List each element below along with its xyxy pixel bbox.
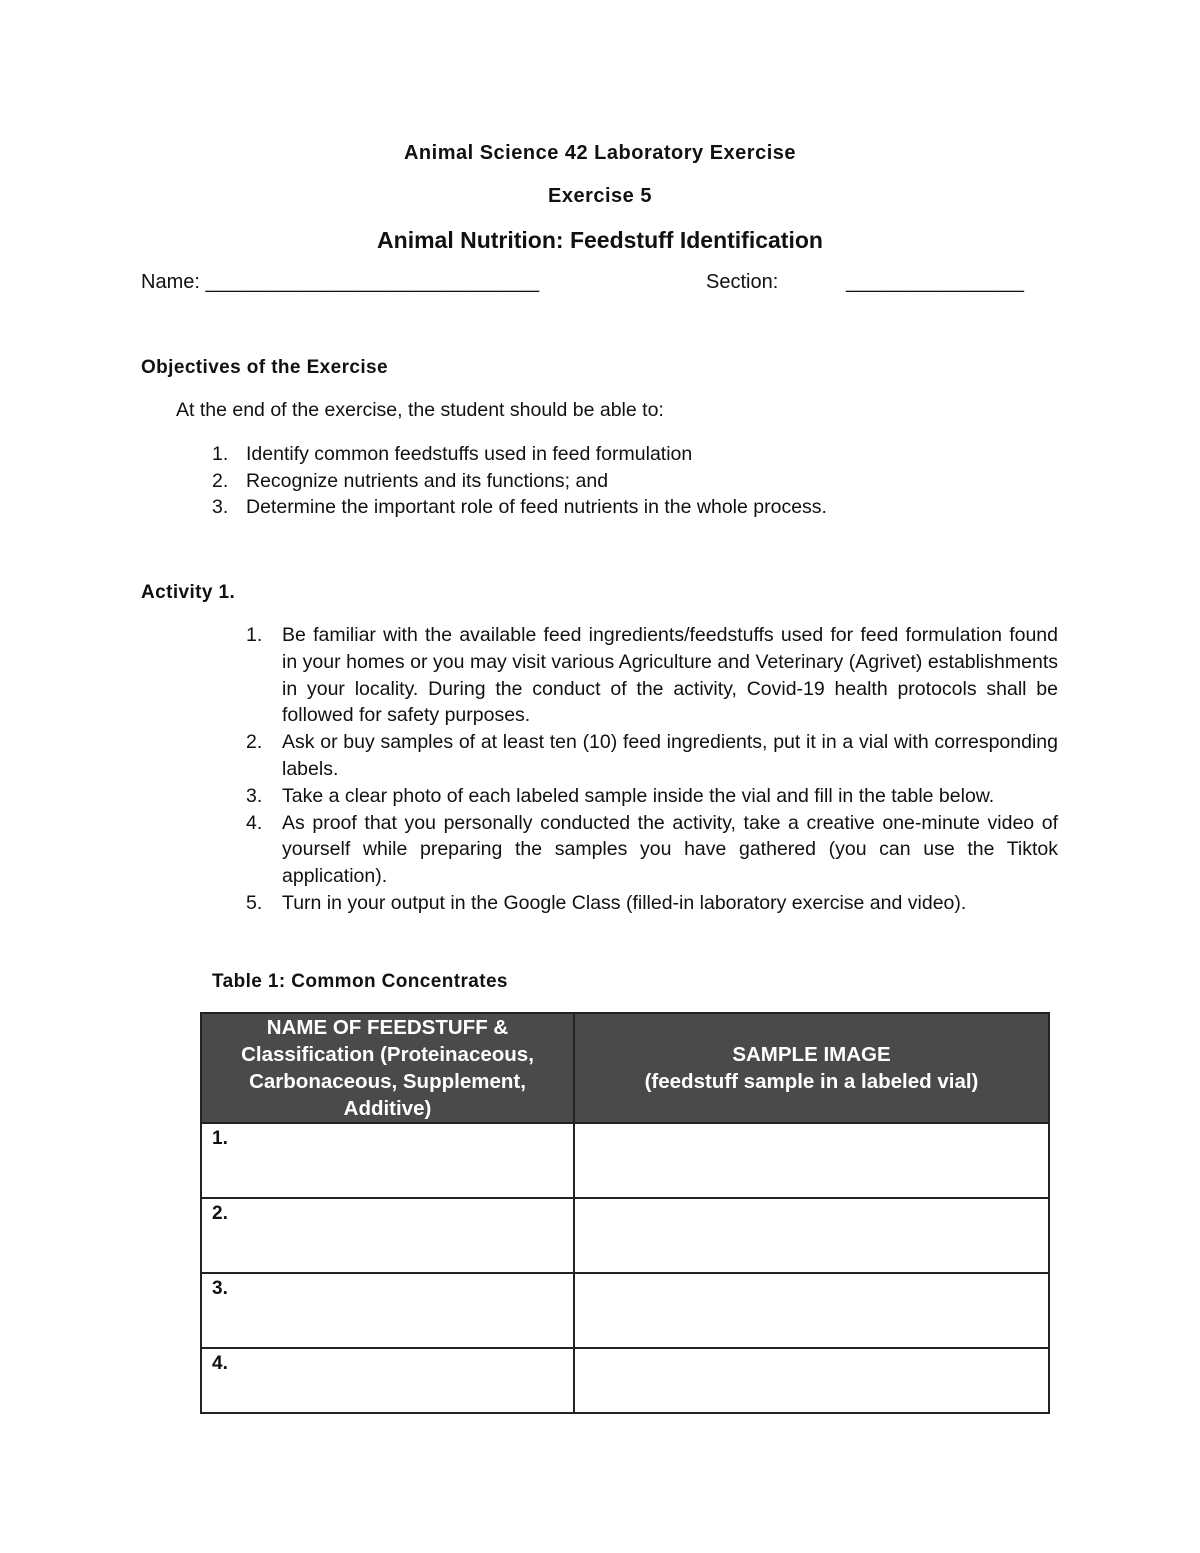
column-header-feedstuff xyxy=(201,1013,574,1123)
section-blank-line: ________________ xyxy=(846,271,1024,293)
item-text: Determine the important role of feed nutrients in the whole process. xyxy=(246,496,827,518)
sample-image-cell xyxy=(574,1198,1049,1273)
item-number: 5. xyxy=(246,891,263,914)
item-text: Ask or buy samples of at least ten (10) feed ingredients, put it in a vial with corresponding labels. xyxy=(282,731,1058,780)
document-title: Animal Science 42 Laboratory Exercise xyxy=(403,142,796,164)
item-text: As proof that you personally conducted the activity, take a creative one-minute video of yourself while preparing the samples you have gathered (you can use the Tiktok application). xyxy=(282,811,1058,888)
concentrates-table xyxy=(200,1012,1050,1414)
list-item xyxy=(246,729,1058,783)
table-row xyxy=(201,1348,1049,1413)
sample-image-cell xyxy=(574,1123,1049,1198)
list-item xyxy=(212,468,1012,495)
header-line: Carbonaceous, Supplement, xyxy=(249,1070,526,1093)
list-item xyxy=(212,441,1012,468)
list-item xyxy=(212,494,1012,521)
item-number: 3. xyxy=(212,496,229,518)
item-number: 3. xyxy=(246,784,263,807)
item-text: Turn in your output in the Google Class (filled-in laboratory exercise and video). xyxy=(282,891,967,914)
row-number-cell: 4. xyxy=(201,1348,574,1413)
header-line: (feedstuff sample in a labeled vial) xyxy=(644,1070,979,1093)
header-line: Classification (Proteinaceous, xyxy=(241,1043,534,1066)
objectives-intro: At the end of the exercise, the student should be able to: xyxy=(176,399,664,421)
sample-image-cell xyxy=(574,1273,1049,1348)
objectives-heading: Objectives of the Exercise xyxy=(141,357,388,378)
item-number: 1. xyxy=(246,624,263,646)
item-number: 2. xyxy=(246,731,263,754)
activity-heading: Activity 1. xyxy=(141,582,236,603)
row-number-cell: 1. xyxy=(201,1123,574,1198)
name-field xyxy=(141,271,539,294)
table-row xyxy=(201,1123,1049,1198)
item-text: Identify common feedstuffs used in feed formulation xyxy=(246,443,693,465)
item-text: Take a clear photo of each labeled sample inside the vial and fill in the table below. xyxy=(282,784,995,807)
table-row xyxy=(201,1273,1049,1348)
table-caption: Table 1: Common Concentrates xyxy=(212,971,508,992)
column-header-sample-image xyxy=(574,1013,1049,1123)
name-blank-line: ______________________________ xyxy=(205,271,540,293)
row-number-cell: 3. xyxy=(201,1273,574,1348)
exercise-subtitle: Animal Nutrition: Feedstuff Identification xyxy=(377,227,823,253)
header-line: NAME OF FEEDSTUFF & xyxy=(266,1016,509,1039)
header-line: Additive) xyxy=(343,1097,432,1120)
item-number: 4. xyxy=(246,811,263,834)
row-number-cell: 2. xyxy=(201,1198,574,1273)
table-header-row xyxy=(201,1013,1049,1123)
sample-image-cell xyxy=(574,1348,1049,1413)
table-row xyxy=(201,1198,1049,1273)
item-text: Recognize nutrients and its functions; and xyxy=(246,469,609,492)
section-label: Section: xyxy=(706,271,779,293)
list-item xyxy=(246,783,1058,810)
item-number: 2. xyxy=(212,469,229,492)
activity-list xyxy=(246,622,1058,917)
item-number: 1. xyxy=(212,443,229,465)
list-item xyxy=(246,810,1058,890)
item-text: Be familiar with the available feed ingredients/feedstuffs used for feed formulation found in your homes or you may visit various Agriculture and Veterinary (Agrivet) establishments in your locality. During the conduct of the activity, Covid-19 health protocols shall be followed for safety purposes. xyxy=(282,624,1058,727)
name-label: Name: xyxy=(141,271,200,293)
header-line: SAMPLE IMAGE xyxy=(732,1043,891,1066)
objectives-list xyxy=(212,441,1012,521)
exercise-number: Exercise 5 xyxy=(548,185,652,207)
list-item xyxy=(246,890,1058,917)
list-item xyxy=(246,622,1058,729)
